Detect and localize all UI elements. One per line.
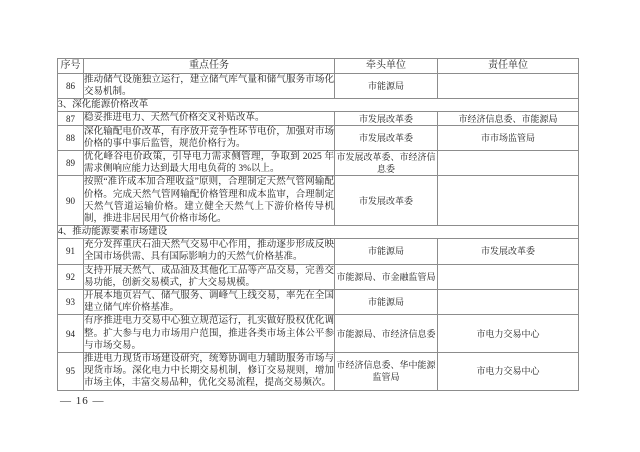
- task-text: 深化输配电价改革，有序放开竞争性环节电价，加强对市场价格的事中事后监管，规范价格行为。: [84, 126, 334, 149]
- task-text: 支持开展天然气、成品油及其他化工品等产品交易，完善交易功能，创新交易模式，扩大交易规模。: [84, 265, 334, 288]
- section-label: 3、深化能源价格改革: [58, 99, 579, 112]
- table-row: [58, 74, 579, 99]
- task-text: 有序推进电力交易中心独立规范运行，扎实做好股权优化调整。扩大参与电力市场用户范围，推进各类市场主体公平参与市场交易。: [84, 316, 334, 351]
- responsible-unit: [438, 176, 579, 226]
- responsible-unit: 市电力交易中心: [438, 315, 579, 353]
- lead-unit: 市发展改革委: [335, 112, 438, 125]
- lead-unit: 市发展改革委: [335, 176, 438, 226]
- lead-unit: 市发展改革委、市经济信息委: [336, 152, 436, 175]
- responsible-unit: 市发展改革委: [438, 239, 579, 264]
- responsible-unit: 市电力交易中心: [438, 353, 579, 391]
- row-index: 88: [58, 125, 84, 150]
- task-text: 优化峰谷电价政策，引导电力需求侧管理，争取到 2025 年需求侧响应能力达到最大用电负荷的 3%以上。: [84, 152, 334, 175]
- section-row: [58, 226, 579, 239]
- row-index: 92: [58, 264, 84, 289]
- task-text: 充分发挥重庆石油天然气交易中心作用，推动逐步形成反映全国市场供需、具有国际影响力的天然气价格基准。: [84, 240, 334, 263]
- col-header-lead-unit: 牵头单位: [335, 59, 438, 74]
- table-header-row: [58, 59, 579, 74]
- task-text: 开展本地页岩气、储气服务、调峰气上线交易，率先在全国建立储气库价格基准。: [84, 291, 334, 314]
- row-index: 94: [58, 315, 84, 353]
- section-label: 4、推动能源要素市场建设: [58, 226, 579, 239]
- row-index: 86: [58, 74, 84, 99]
- lead-unit: 市能源局: [335, 74, 438, 99]
- table-row: [58, 290, 579, 315]
- table-row: [58, 264, 579, 289]
- section-row: [58, 99, 579, 112]
- responsible-unit: [438, 151, 579, 176]
- task-text: 推进电力现货市场建设研究，统筹协调电力辅助服务市场与现货市场。深化电力中长期交易机制，修订交易规则，增加市场主体，丰富交易品种，优化交易流程，提高交易频次。: [84, 354, 334, 389]
- row-index: 91: [58, 239, 84, 264]
- table-row: [58, 176, 579, 226]
- table-body: [58, 74, 579, 391]
- responsible-unit: [438, 74, 579, 99]
- table-row: [58, 112, 579, 125]
- col-header-responsible-unit: 责任单位: [438, 59, 579, 74]
- responsible-unit: [438, 264, 579, 289]
- row-index: 87: [58, 112, 84, 125]
- task-text: 稳妥推进电力、天然气价格交叉补贴改革。: [84, 112, 335, 125]
- row-index: 93: [58, 290, 84, 315]
- row-index: 90: [58, 176, 84, 226]
- lead-unit: 市能源局: [335, 239, 438, 264]
- table-row: [58, 125, 579, 150]
- table-row: [58, 151, 579, 176]
- lead-unit: 市能源局: [335, 290, 438, 315]
- table-row: [58, 315, 579, 353]
- col-header-index: 序号: [58, 59, 84, 74]
- lead-unit: 市能源局、市金融监管局: [335, 264, 438, 289]
- task-text: 推动储气设施独立运行，建立储气库气量和储气服务市场化交易机制。: [84, 75, 334, 98]
- row-index: 95: [58, 353, 84, 391]
- responsible-unit: 市市场监管局: [438, 125, 579, 150]
- responsible-unit: 市经济信息委、市能源局: [438, 112, 579, 125]
- lead-unit: 市发展改革委: [335, 125, 438, 150]
- page-number: — 16 —: [60, 395, 105, 407]
- task-text: 按照“准许成本加合理收益”原则，合理制定天然气管网输配价格。完成天然气管网输配价格管理和成本监审，合理制定天然气管道运输价格。建立健全天然气上下游价格传导机制，推进非居民用气价格市场化。: [84, 177, 334, 225]
- table-row: [58, 353, 579, 391]
- responsible-unit: [438, 290, 579, 315]
- key-tasks-table: [57, 58, 579, 391]
- row-index: 89: [58, 151, 84, 176]
- col-header-task: 重点任务: [84, 59, 335, 74]
- table-row: [58, 239, 579, 264]
- lead-unit: 市能源局、市经济信息委: [335, 315, 438, 353]
- lead-unit: 市经济信息委、华中能源监管局: [335, 353, 438, 391]
